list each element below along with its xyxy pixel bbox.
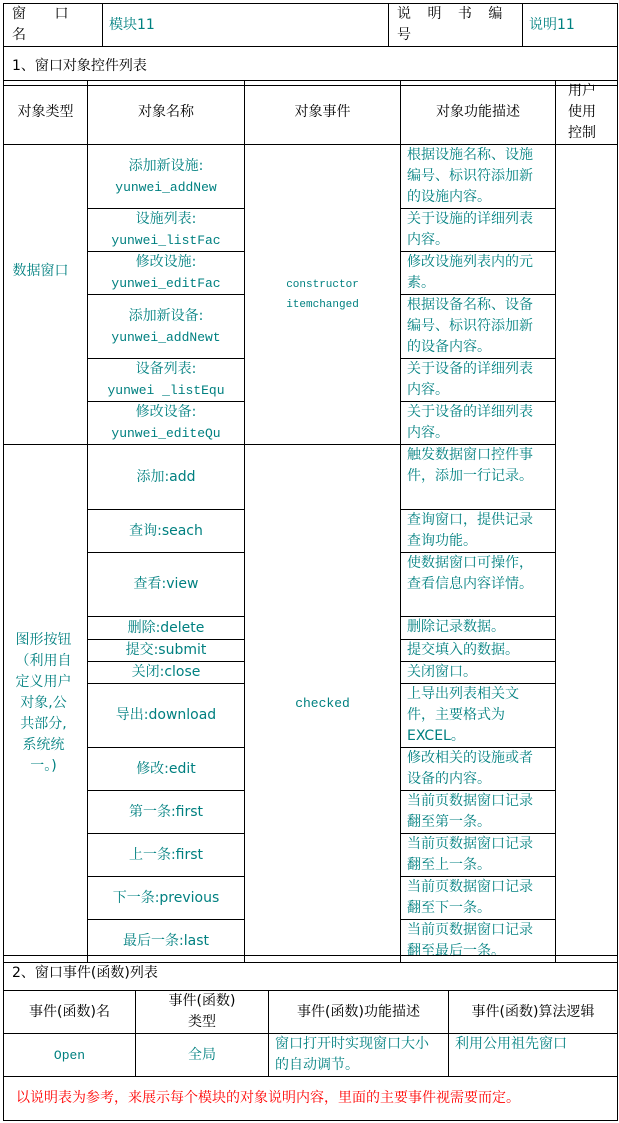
object-description: 关于设备的详细列表内容。 [401, 359, 556, 402]
object-description: 根据设备名称、设备编号、标识符添加新的设备内容。 [401, 295, 556, 359]
object-description: 删除记录数据。 [401, 617, 556, 640]
func-desc: 窗口打开时实现窗口大小的自动调节。 [269, 1034, 449, 1077]
object-description: 提交填入的数据。 [401, 640, 556, 662]
col-header-func-type: 事件(函数)类型 [136, 991, 269, 1034]
object-name-code: yunwei_editeQu [111, 426, 221, 441]
event-table [3, 955, 618, 1121]
col-header-func-desc: 事件(函数)功能描述 [269, 991, 449, 1034]
col-header-event: 对象事件 [245, 81, 401, 145]
object-name [88, 359, 245, 402]
object-events [245, 145, 401, 445]
object-description: 查询窗口，提供记录查询功能。 [401, 510, 556, 553]
object-type: 图形按钮（利用自定义用户对象,公共部分,系统统一。) [4, 445, 88, 963]
object-name: 下一条:previous [88, 877, 245, 920]
func-type: 全局 [136, 1034, 269, 1077]
object-event: itemchanged [286, 298, 359, 311]
object-type: 数据窗口 [4, 145, 88, 445]
object-name: 关闭:close [88, 662, 245, 684]
object-name-code: yunwei_addNewt [111, 329, 221, 345]
object-name: 删除:delete [88, 617, 245, 640]
object-name-code: yunwei_addNew [115, 179, 217, 195]
func-name: Open [4, 1034, 136, 1077]
object-name [88, 295, 245, 359]
col-header-func-logic: 事件(函数)算法逻辑 [449, 991, 618, 1034]
object-description: 当前页数据窗口记录翻至上一条。 [401, 834, 556, 877]
object-name-code: yunwei_listFac [111, 233, 221, 248]
object-name: 添加:add [88, 445, 245, 510]
object-event: constructor [286, 278, 359, 291]
object-name [88, 252, 245, 295]
object-description: 当前页数据窗口记录翻至下一条。 [401, 877, 556, 920]
object-description: 当前页数据窗口记录翻至第一条。 [401, 791, 556, 834]
object-name [88, 402, 245, 445]
col-header-name: 对象名称 [88, 81, 245, 145]
object-name: 查看:view [88, 553, 245, 617]
window-name-value: 模块11 [103, 4, 389, 47]
object-name-cn: 设施列表: [135, 211, 197, 227]
table-row [4, 445, 618, 510]
section1-title: 1、窗口对象控件列表 [4, 47, 618, 86]
col-header-user-control: 用户使用控制 [556, 81, 618, 145]
object-name: 查询:seach [88, 510, 245, 553]
section2-title: 2、窗口事件(函数)列表 [4, 956, 618, 991]
object-description: 触发数据窗口控件事件，添加一行记录。 [401, 445, 556, 510]
spec-no-label: 说 明 书 编 号 [389, 4, 523, 47]
object-name-code: yunwei_editFac [111, 276, 221, 291]
object-name: 导出:download [88, 684, 245, 748]
object-description: 关闭窗口。 [401, 662, 556, 684]
object-name-cn: 设备列表: [135, 361, 197, 377]
object-description: 上导出列表相关文件，主要格式为EXCEL。 [401, 684, 556, 748]
object-description: 关于设施的详细列表内容。 [401, 209, 556, 252]
object-name: 修改:edit [88, 748, 245, 791]
object-name [88, 145, 245, 209]
table-row [4, 1034, 618, 1077]
object-name-cn: 修改设施: [135, 254, 197, 270]
object-name: 最后一条:last [88, 920, 245, 963]
object-name-code: yunwei _listEqu [107, 383, 225, 398]
spec-no-value: 说明11 [523, 4, 618, 47]
note-text: 以说明表为参考，来展示每个模块的对象说明内容，里面的主要事件视需要而定。 [4, 1077, 618, 1121]
object-description: 修改设施列表内的元素。 [401, 252, 556, 295]
object-events [245, 445, 401, 963]
col-header-desc: 对象功能描述 [401, 81, 556, 145]
object-event: checked [295, 696, 350, 711]
object-name-cn: 修改设备: [135, 404, 197, 420]
col-header-type: 对象类型 [4, 81, 88, 145]
object-description: 根据设施名称、设施编号、标识符添加新的设施内容。 [401, 145, 556, 209]
table-row [4, 145, 618, 209]
object-name [88, 209, 245, 252]
user-control-cell [556, 145, 618, 963]
object-description: 当前页数据窗口记录翻至最后一条。 [401, 920, 556, 963]
object-description: 关于设备的详细列表内容。 [401, 402, 556, 445]
object-name: 提交:submit [88, 640, 245, 662]
object-name: 第一条:first [88, 791, 245, 834]
object-description: 使数据窗口可操作，查看信息内容详情。 [401, 553, 556, 617]
object-name: 上一条:first [88, 834, 245, 877]
object-table [3, 80, 618, 963]
object-name-cn: 添加新设备: [128, 307, 204, 324]
object-name-cn: 添加新设施: [128, 157, 204, 174]
window-name-label: 窗 口 名 [4, 4, 103, 47]
header-table [3, 3, 618, 86]
col-header-func-name: 事件(函数)名 [4, 991, 136, 1034]
object-description: 修改相关的设施或者设备的内容。 [401, 748, 556, 791]
func-logic: 利用公用祖先窗口 [449, 1034, 618, 1077]
